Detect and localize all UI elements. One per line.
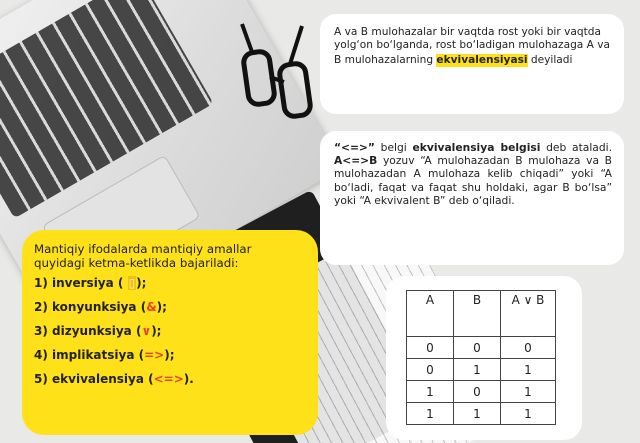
- column-header: B: [454, 291, 501, 337]
- table-row: [407, 381, 556, 403]
- table-cell: 0: [407, 337, 454, 359]
- operator-suffix: );: [164, 348, 175, 362]
- operator-label: 4) implikatsiya (: [34, 348, 145, 362]
- glasses-icon: [232, 22, 322, 142]
- operator-suffix: );: [136, 276, 147, 290]
- operator-label: 5) ekvivalensiya (: [34, 372, 154, 386]
- sign-term: ekvivalensiya belgisi: [412, 141, 541, 154]
- equivalence-sign-card: [320, 131, 624, 265]
- operator-order-intro: Mantiqiy ifodalarda mantiqiy amallar quyidagi ketma-ketlikda bajariladi:: [34, 242, 252, 270]
- operator-label: 2) konyunksiya (: [34, 300, 147, 314]
- definition-term: ekvivalensiyasi: [436, 54, 528, 66]
- table-cell: 1: [454, 403, 501, 425]
- operator-item: [34, 348, 304, 363]
- table-header-row: [407, 291, 556, 337]
- table-cell: 0: [501, 337, 556, 359]
- sign-text-1: belgi: [374, 141, 413, 154]
- operator-order-card: [22, 230, 318, 435]
- table-cell: 1: [501, 359, 556, 381]
- definition-text-end: deyiladi: [527, 54, 573, 66]
- table-cell: 1: [454, 359, 501, 381]
- definition-card: [320, 14, 624, 114]
- sign-text-3: yozuv “A mulohazadan B mulohaza va B mulohazadan A mulohaza kelib chiqadi” yoki “A bo‘ladi, faqat va faqat shu holdaki, agar B bo‘lsa” yoki “A ekvivalent B” deb o‘qiladi.: [334, 154, 612, 207]
- sign-text-2: deb ataladi.: [540, 141, 612, 154]
- operator-item: [34, 276, 304, 291]
- table-cell: 1: [407, 403, 454, 425]
- truth-table-card: [386, 276, 582, 440]
- table-cell: 1: [501, 403, 556, 425]
- table-row: [407, 359, 556, 381]
- equivalence-symbol: “<=>”: [334, 141, 375, 154]
- truth-table: [406, 290, 556, 425]
- table-cell: 0: [407, 359, 454, 381]
- equivalence-op-symbol: <=>: [153, 372, 184, 386]
- operator-label: 3) dizyunksiya (: [34, 324, 142, 338]
- column-header: A: [407, 291, 454, 337]
- inversion-symbol: ▯: [128, 276, 136, 290]
- implication-symbol: =>: [144, 348, 165, 362]
- operator-label: 1) inversiya (: [34, 276, 128, 290]
- table-cell: 0: [454, 337, 501, 359]
- table-cell: 1: [407, 381, 454, 403]
- conjunction-symbol: &: [146, 300, 157, 314]
- table-cell: 1: [501, 381, 556, 403]
- operator-item: [34, 324, 304, 339]
- operator-suffix: );: [151, 324, 162, 338]
- sign-expression: A<=>B: [334, 154, 378, 168]
- operator-item: [34, 372, 304, 387]
- table-row: [407, 403, 556, 425]
- column-header: A ∨ B: [501, 291, 556, 337]
- table-cell: 0: [454, 381, 501, 403]
- operator-suffix: );: [156, 300, 167, 314]
- operator-item: [34, 300, 304, 315]
- definition-text: A va B mulohazalar bir vaqtda rost yoki bir vaqtda yolg‘on bo‘lganda, rost bo‘ladigan mulohazaga A va B mulohazalarning: [334, 26, 611, 66]
- operator-suffix: ).: [183, 372, 194, 386]
- table-row: [407, 337, 556, 359]
- disjunction-symbol: ∨: [141, 324, 152, 338]
